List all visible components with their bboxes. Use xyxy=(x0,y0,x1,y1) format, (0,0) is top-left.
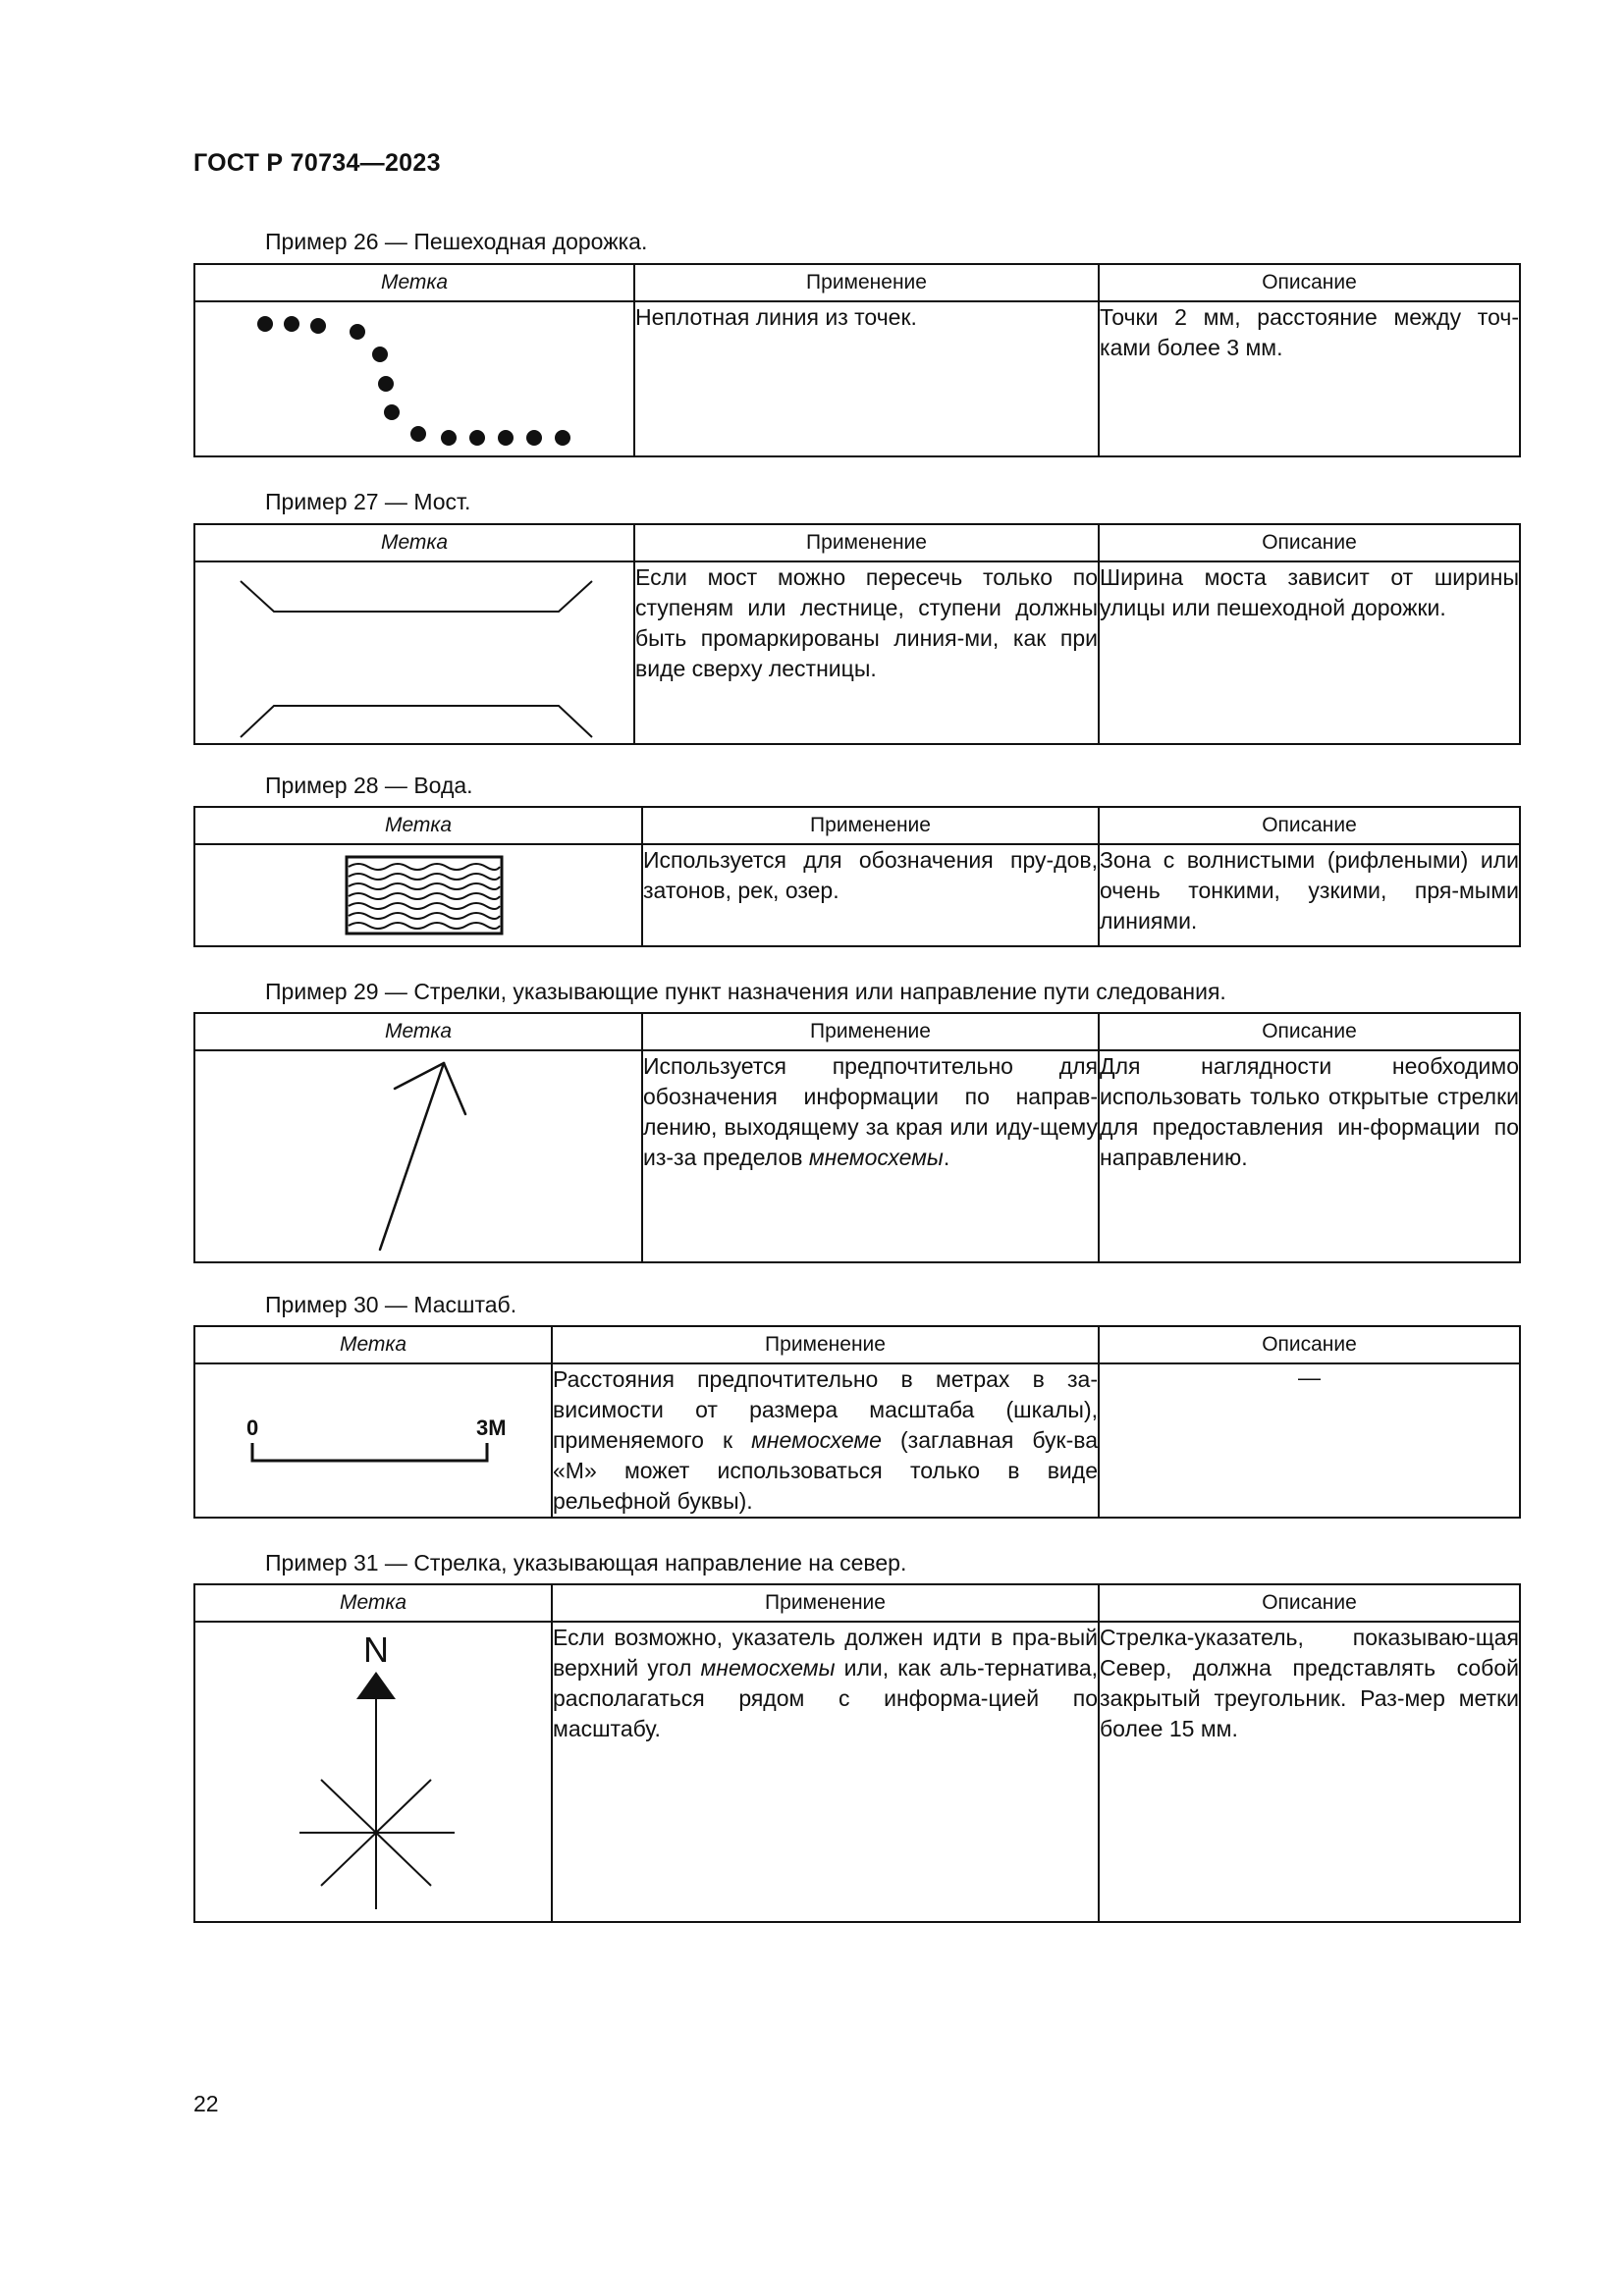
column-header-mark: Метка xyxy=(194,1326,552,1363)
column-header-usage: Применение xyxy=(552,1584,1099,1622)
bridge-icon xyxy=(195,562,633,743)
column-header-description: Описание xyxy=(1099,524,1520,561)
example-29-table xyxy=(193,1012,1521,1263)
scale-start-label: 0 xyxy=(246,1415,259,1440)
example-26-table xyxy=(193,263,1521,457)
example-27-caption: Пример 27 — Мост. xyxy=(265,489,471,514)
page-number: 22 xyxy=(193,2091,219,2116)
description-cell: Ширина моста зависит от ширины улицы или пешеходной дорожки. xyxy=(1099,561,1520,744)
mark-cell xyxy=(194,561,634,744)
description-cell: Точки 2 мм, расстояние между точ-ками более 3 мм. xyxy=(1099,301,1520,456)
description-cell: — xyxy=(1099,1363,1520,1518)
mark-cell xyxy=(194,1050,642,1262)
mark-cell xyxy=(194,1622,552,1922)
description-cell: Стрелка-указатель, показываю-щая Север, должна представлять собой закрытый треугольник. Раз-мер метки более 15 мм. xyxy=(1099,1622,1520,1922)
dotted-line-icon xyxy=(195,302,633,455)
example-27-table xyxy=(193,523,1521,745)
usage-text: Расстояния предпочтительно в метрах в за-висимости от размера масштаба (шкалы), применяемого к xyxy=(553,1366,1098,1453)
column-header-description: Описание xyxy=(1099,264,1520,301)
scale-bar-icon xyxy=(195,1364,551,1516)
example-30-table xyxy=(193,1325,1521,1519)
column-header-usage: Применение xyxy=(642,807,1099,844)
example-29-caption: Пример 29 — Стрелки, указывающие пункт назначения или направление пути следования. xyxy=(265,979,1226,1004)
column-header-mark: Метка xyxy=(194,264,634,301)
column-header-description: Описание xyxy=(1099,1584,1520,1622)
usage-term: мнемосхемы xyxy=(700,1655,836,1681)
north-letter: N xyxy=(363,1629,389,1670)
usage-cell: Если мост можно пересечь только по ступеням или лестнице, ступени должны быть промаркированы линия-ми, как при виде сверху лестницы. xyxy=(634,561,1099,744)
north-arrow-icon xyxy=(195,1623,551,1921)
usage-cell: Неплотная линия из точек. xyxy=(634,301,1099,456)
column-header-mark: Метка xyxy=(194,1584,552,1622)
standard-header: ГОСТ Р 70734—2023 xyxy=(193,149,441,177)
description-cell: Зона с волнистыми (рифлеными) или очень тонкими, узкими, пря-мыми линиями. xyxy=(1099,844,1520,946)
usage-text-end: или, как аль-тернатива, располагаться рядом с информа-цией по масштабу. xyxy=(553,1655,1098,1741)
usage-text-end: (заглавная бук-ва «М» может использоваться только в виде рельефной буквы). xyxy=(553,1427,1098,1514)
water-waves-icon xyxy=(195,845,641,945)
example-31-table xyxy=(193,1583,1521,1923)
column-header-usage: Применение xyxy=(552,1326,1099,1363)
usage-term: мнемосхемы xyxy=(808,1145,944,1170)
usage-text-end: . xyxy=(943,1145,950,1170)
usage-text: Если возможно, указатель должен идти в пра-вый верхний угол xyxy=(553,1625,1098,1681)
column-header-usage: Применение xyxy=(634,524,1099,561)
column-header-usage: Применение xyxy=(634,264,1099,301)
column-header-mark: Метка xyxy=(194,807,642,844)
mark-cell xyxy=(194,1363,552,1518)
usage-text: Используется предпочтительно для обозначения информации по направ-лению, выходящему за края или иду-щему из-за пределов xyxy=(643,1053,1098,1170)
scale-end-label: 3М xyxy=(476,1415,507,1440)
example-28-caption: Пример 28 — Вода. xyxy=(265,773,473,798)
open-arrow-icon xyxy=(195,1051,641,1261)
column-header-description: Описание xyxy=(1099,807,1520,844)
column-header-usage: Применение xyxy=(642,1013,1099,1050)
usage-cell xyxy=(552,1622,1099,1922)
usage-cell: Используется для обозначения пру-дов, затонов, рек, озер. xyxy=(642,844,1099,946)
mark-cell xyxy=(194,301,634,456)
example-31-caption: Пример 31 — Стрелка, указывающая направление на север. xyxy=(265,1550,907,1575)
example-30-caption: Пример 30 — Масштаб. xyxy=(265,1292,517,1317)
example-26-caption: Пример 26 — Пешеходная дорожка. xyxy=(265,229,648,254)
column-header-mark: Метка xyxy=(194,1013,642,1050)
usage-cell xyxy=(642,1050,1099,1262)
mark-cell xyxy=(194,844,642,946)
column-header-description: Описание xyxy=(1099,1013,1520,1050)
usage-term: мнемосхеме xyxy=(751,1427,882,1453)
column-header-mark: Метка xyxy=(194,524,634,561)
description-cell: Для наглядности необходимо использовать только открытые стрелки для предоставления ин-формации по направлению. xyxy=(1099,1050,1520,1262)
example-28-table xyxy=(193,806,1521,947)
usage-cell xyxy=(552,1363,1099,1518)
column-header-description: Описание xyxy=(1099,1326,1520,1363)
